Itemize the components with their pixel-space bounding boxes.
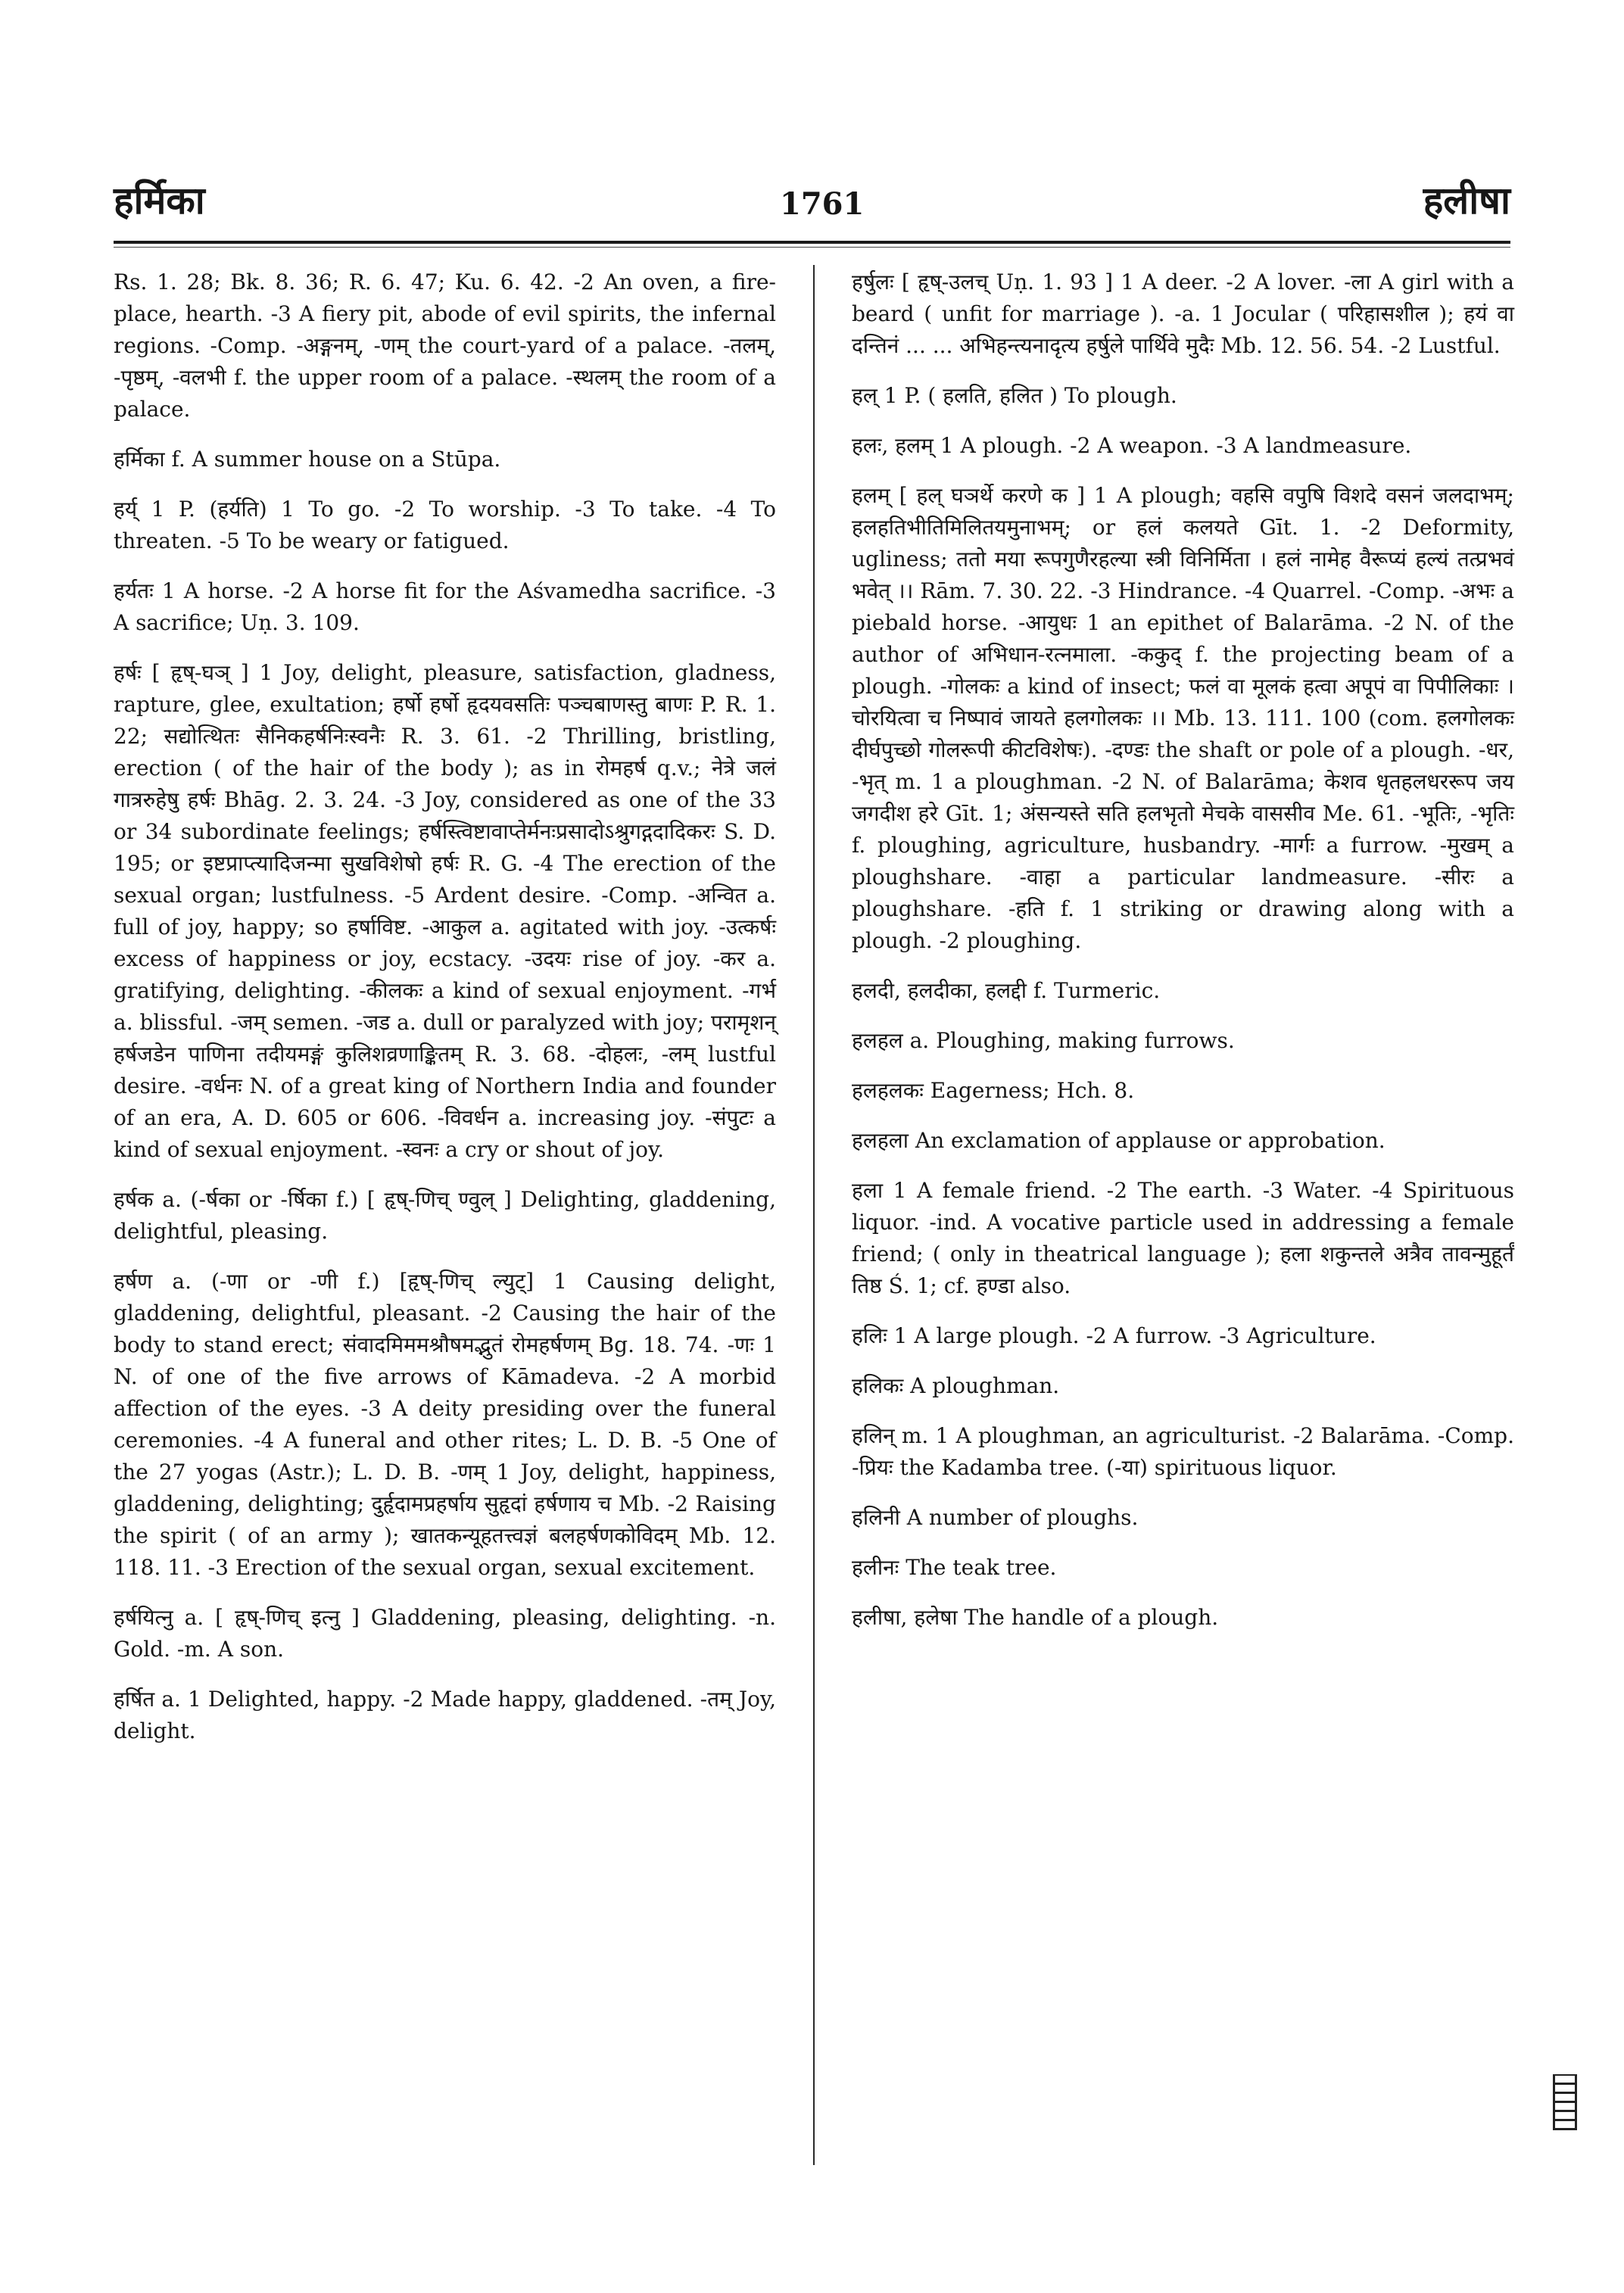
dictionary-entry: हर्षित a. 1 Delighted, happy. -2 Made happy, gladdened. -तम् Joy, delight. (114, 1687, 776, 1743)
header-left-guideword: हर्मिका (114, 178, 205, 223)
header-rule-thin (114, 247, 1510, 248)
dictionary-entry: हलहला An exclamation of applause or approbation. (852, 1128, 1386, 1153)
dictionary-entry: हलीनः The teak tree. (852, 1555, 1057, 1580)
dictionary-entry: हलम् [ हल् घञर्थे करणे क ] 1 A plough; वहसि वपुषि विशदे वसनं जलदाभम्; हलहतिभीतिमिलितयमुनाभम्; or हलं कलयते Gīt. 1. -2 Deformity, ugliness; ततो मया रूपगुणैरहल्या स्त्री विनिर्मिता । हलं नामेह वैरूप्यं हल्यं तत्प्रभवं भवेत् ।। Rām. 7. 30. 22. -3 Hindrance. -4 Quarrel. -Comp. -अभः a piebald horse. -आयुधः 1 an epithet of Balarāma. -2 N. of the author of अभिधान-रत्नमाला. -ककुद् f. the projecting beam of a plough. -गोलकः a kind of insect; फलं वा मूलकं हत्वा अपूपं वा पिपीलिकाः । चोरयित्वा च निष्पावं जायते हलगोलकः ।। Mb. 13. 111. 100 (com. हलगोलकः दीर्घपुच्छो गोलरूपी कीटविशेषः). -दण्डः the shaft or pole of a plough. -धर, -भृत् m. 1 a ploughman. -2 N. of Balarāma; केशव धृतहलधररूप जय जगदीश हरे Gīt. 1; अंसन्यस्ते सति हलभृतो मेचके वाससीव Me. 61. -भूतिः, -भृतिः f. ploughing, agriculture, husbandry. -मार्गः a furrow. -मुखम् a ploughshare. -वाहा a particular landmeasure. -सीरः a ploughshare. -हति f. 1 striking or drawing along with a plough. -2 ploughing. (852, 483, 1514, 953)
dictionary-entry: हर्मिका f. A summer house on a Stūpa. (114, 447, 501, 472)
dictionary-entry: हलिकः A ploughman. (852, 1373, 1060, 1398)
page-number: 1761 (780, 186, 865, 222)
dictionary-entry: हलिः 1 A large plough. -2 A furrow. -3 Agriculture. (852, 1323, 1376, 1348)
dictionary-entry: हर्य् 1 P. (हर्यति) 1 To go. -2 To worship. -3 To take. -4 To threaten. -5 To be weary or fatigued. (114, 497, 776, 553)
dictionary-entry: हर्यतः 1 A horse. -2 A horse fit for the Aśvamedha sacrifice. -3 A sacrifice; Uṇ. 3. 109. (114, 578, 776, 635)
dictionary-entry: हलीषा, हलेषा The handle of a plough. (852, 1605, 1219, 1630)
dictionary-entry: हर्षयित्नु a. [ हृष्-णिच् इत्नु ] Gladdening, pleasing, delighting. -n. Gold. -m. A son. (114, 1605, 776, 1662)
dictionary-entry: हलिनी A number of ploughs. (852, 1505, 1139, 1530)
right-column (852, 266, 1514, 1652)
dictionary-entry: हल् 1 P. ( हलति, हलित ) To plough. (852, 383, 1177, 408)
header-right-guideword: हलीषा (1423, 178, 1510, 223)
dictionary-entry: हर्षक a. (-र्षका or -र्षिका f.) [ हृष्-णिच् ण्वुल् ] Delighting, gladdening, delightful, pleasing. (114, 1187, 776, 1244)
dictionary-entry: हर्षः [ हृष्-घञ् ] 1 Joy, delight, pleasure, satisfaction, gladness, rapture, glee, exultation; हर्षो हर्षो हृदयवसतिः पञ्चबाणस्तु बाणः P. R. 1. 22; सद्योत्थितः सैनिकहर्षनिःस्वनैः R. 3. 61. -2 Thrilling, bristling, erection ( of the hair of the body ); as in रोमहर्ष q.v.; नेत्रे जलं गात्ररुहेषु हर्षः Bhāg. 2. 3. 24. -3 Joy, considered as one of the 33 or 34 subordinate feelings; हर्षस्त्विष्टावाप्तेर्मनःप्रसादोऽश्रुगद्गदादिकरः S. D. 195; or इष्टप्राप्त्यादिजन्मा सुखविशेषो हर्षः R. G. -4 The erection of the sexual organ; lustfulness. -5 Ardent desire. -Comp. -अन्वित a. full of joy, happy; so हर्षाविष्ट. -आकुल a. agitated with joy. -उत्कर्षः excess of happiness or joy, ecstacy. -उदयः rise of joy. -कर a. gratifying, delighting. -कीलकः a kind of sexual enjoyment. -गर्भ a. blissful. -जम् semen. -जड a. dull or paralyzed with joy; परामृशन् हर्षजडेन पाणिना तदीयमङ्गं कुलिशव्रणाङ्कितम् R. 3. 68. -दोहलः, -लम् lustful desire. -वर्धनः N. of a great king of Northern India and founder of an era, A. D. 605 or 606. -विवर्धन a. increasing joy. -संपुटः a kind of sexual enjoyment. -स्वनः a cry or shout of joy. (114, 660, 776, 1162)
dictionary-entry: Rs. 1. 28; Bk. 8. 36; R. 6. 47; Ku. 6. 42. -2 An oven, a fire-place, hearth. -3 A fiery pit, abode of evil spirits, the infernal regions. -Comp. -अङ्गनम्, -णम् the court-yard of a palace. -तलम्, -पृष्ठम्, -वलभी f. the upper room of a palace. -स्थलम् the room of a palace. (114, 269, 776, 422)
dictionary-entry: हर्षुलः [ हृष्-उलच् Uṇ. 1. 93 ] 1 A deer. -2 A lover. -ला A girl with a beard ( unfit for marriage ). -a. 1 Jocular ( परिहासशील ); हयं वा दन्तिनं ... ... अभिहन्त्यनादृत्य हर्षुले पार्थिवे मुदैः Mb. 12. 56. 54. -2 Lustful. (852, 269, 1514, 358)
dictionary-entry: हलदी, हलदीका, हलद्दी f. Turmeric. (852, 978, 1161, 1003)
dictionary-entry: हला 1 A female friend. -2 The earth. -3 Water. -4 Spirituous liquor. -ind. A vocative particle used in addressing a female friend; ( only in theatrical language ); हला शकुन्तले अत्रैव तावन्मुहूर्तं तिष्ठ Ś. 1; cf. हण्डा also. (852, 1178, 1514, 1298)
header-rule (114, 241, 1510, 244)
dictionary-entry: हलहल a. Ploughing, making furrows. (852, 1028, 1235, 1053)
dictionary-entry: हलिन् m. 1 A ploughman, an agriculturist. -2 Balarāma. -Comp. -प्रियः the Kadamba tree. (-या) spirituous liquor. (852, 1423, 1514, 1480)
dictionary-entry: हर्षण a. (-णा or -णी f.) [हृष्-णिच् ल्युट्] 1 Causing delight, gladdening, delightful, pleasant. -2 Causing the hair of the body to stand erect; संवादमिममश्रौषमद्भुतं रोमहर्षणम् Bg. 18. 74. -णः 1 N. of one of the five arrows of Kāmadeva. -2 A morbid affection of the eyes. -3 A deity presiding over the funeral ceremonies. -4 A funeral and other rites; L. D. B. -5 One of the 27 yogas (Astr.); L. D. B. -णम् 1 Joy, delight, happiness, gladdening, delighting; दुर्हृदामप्रहर्षाय सुहृदां हर्षणाय च Mb. -2 Raising the spirit ( of an army ); खातकन्यूहतत्त्वज्ञं बलहर्षणकोविदम् Mb. 12. 118. 11. -3 Erection of the sexual organ, sexual excitement. (114, 1269, 776, 1580)
left-column (114, 266, 776, 1765)
dictionary-entry: हलहलकः Eagerness; Hch. 8. (852, 1078, 1135, 1103)
dictionary-entry: हलः, हलम् 1 A plough. -2 A weapon. -3 A landmeasure. (852, 433, 1412, 458)
edge-marker (1553, 2074, 1577, 2130)
column-divider (813, 265, 815, 2165)
